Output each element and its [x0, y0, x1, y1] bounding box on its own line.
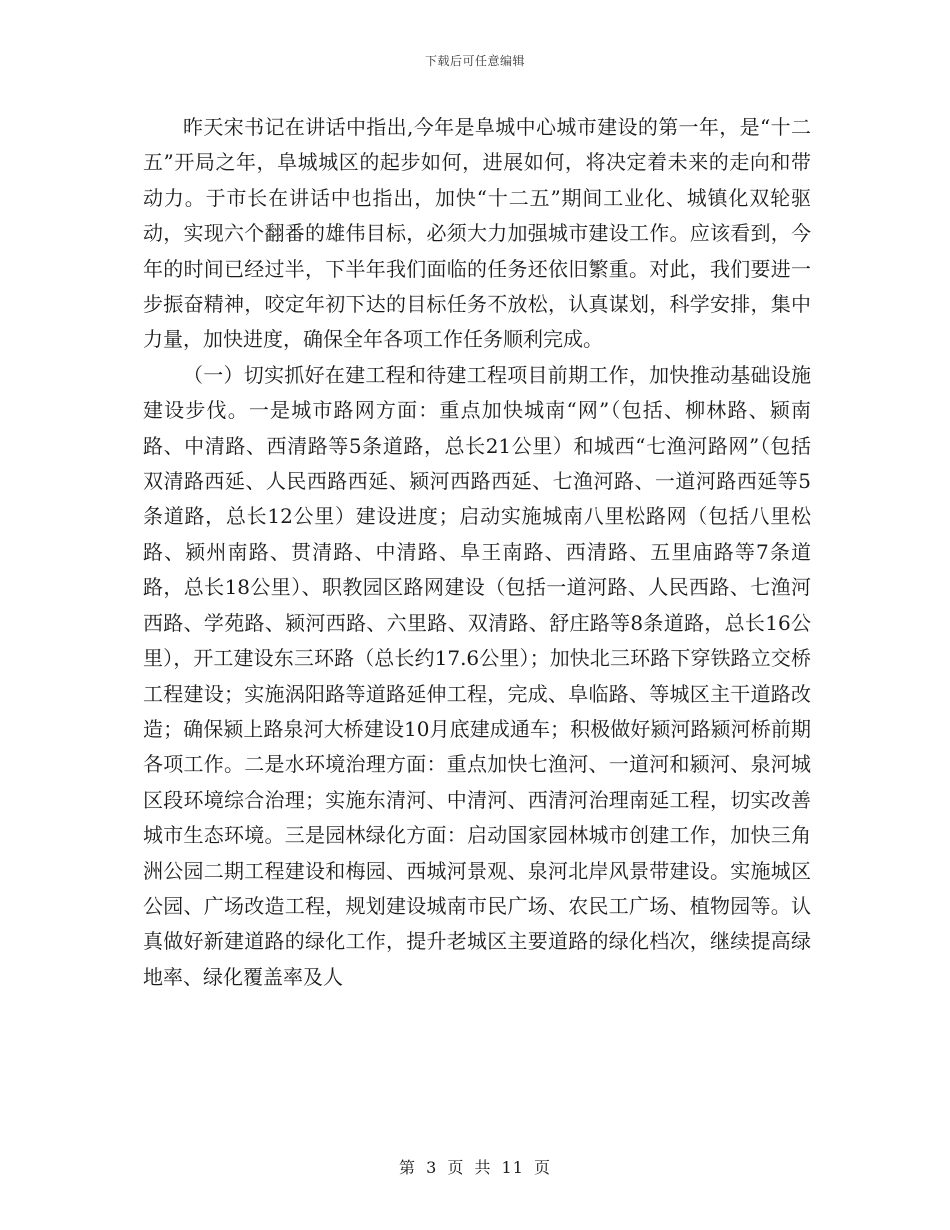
paragraph-1: 昨天宋书记在讲话中指出,今年是阜城中心城市建设的第一年，是“十二五”开局之年，阜城城区的起步如何，进展如何，将决定着未来的走向和带动力。于市长在讲话中也指出，加快“十二五”期间工业化、城镇化双轮驱动，实现六个翻番的雄伟目标，必须大力加强城市建设工作。应该看到，今年的时间已经过半，下半年我们面临的任务还依旧繁重。对此，我们要进一步振奋精神，咬定年初下达的目标任务不放松，认真谋划，科学安排，集中力量，加快进度，确保全年各项工作任务顺利完成。	[143, 115, 811, 352]
document-body	[143, 110, 811, 995]
paragraph-2: （一）切实抓好在建工程和待建工程项目前期工作，加快推动基础设施建设步伐。一是城市路网方面：重点加快城南“网”（包括、柳林路、颍南路、中清路、西清路等5条道路，总长21公里）和城西“七渔河路网”（包括双清路西延、人民西路西延、颍河西路西延、七渔河路、一道河路西延等5条道路，总长12公里）建设进度；启动实施城南八里松路网（包括八里松路、颍州南路、贯清路、中清路、阜王南路、西清路、五里庙路等7条道路，总长18公里）、职教园区路网建设（包括一道河路、人民西路、七渔河西路、学苑路、颍河西路、六里路、双清路、舒庄路等8条道路，总长16公里），开工建设东三环路（总长约17.6公里）；加快北三环路下穿铁路立交桥工程建设；实施涡阳路等道路延伸工程，完成、阜临路、等城区主干道路改造；确保颍上路泉河大桥建设10月底建成通车；积极做好颍河路颍河桥前期各项工作。二是水环境治理方面：重点加快七渔河、一道河和颍河、泉河城区段环境综合治理；实施东清河、中清河、西清河治理南延工程，切实改善城市生态环境。三是园林绿化方面：启动国家园林城市创建工作，加快三角洲公园二期工程建设和梅园、西城河景观、泉河北岸风景带建设。实施城区公园、广场改造工程，规划建设城南市民广场、农民工广场、植物园等。认真做好新建道路的绿化工作，提升老城区主要道路的绿化档次，继续提高绿地率、绿化覆盖率及人	[143, 362, 811, 989]
page-header: 下载后可任意编辑	[424, 54, 525, 68]
page-footer: 第 3 页 共 11 页	[399, 1158, 551, 1177]
